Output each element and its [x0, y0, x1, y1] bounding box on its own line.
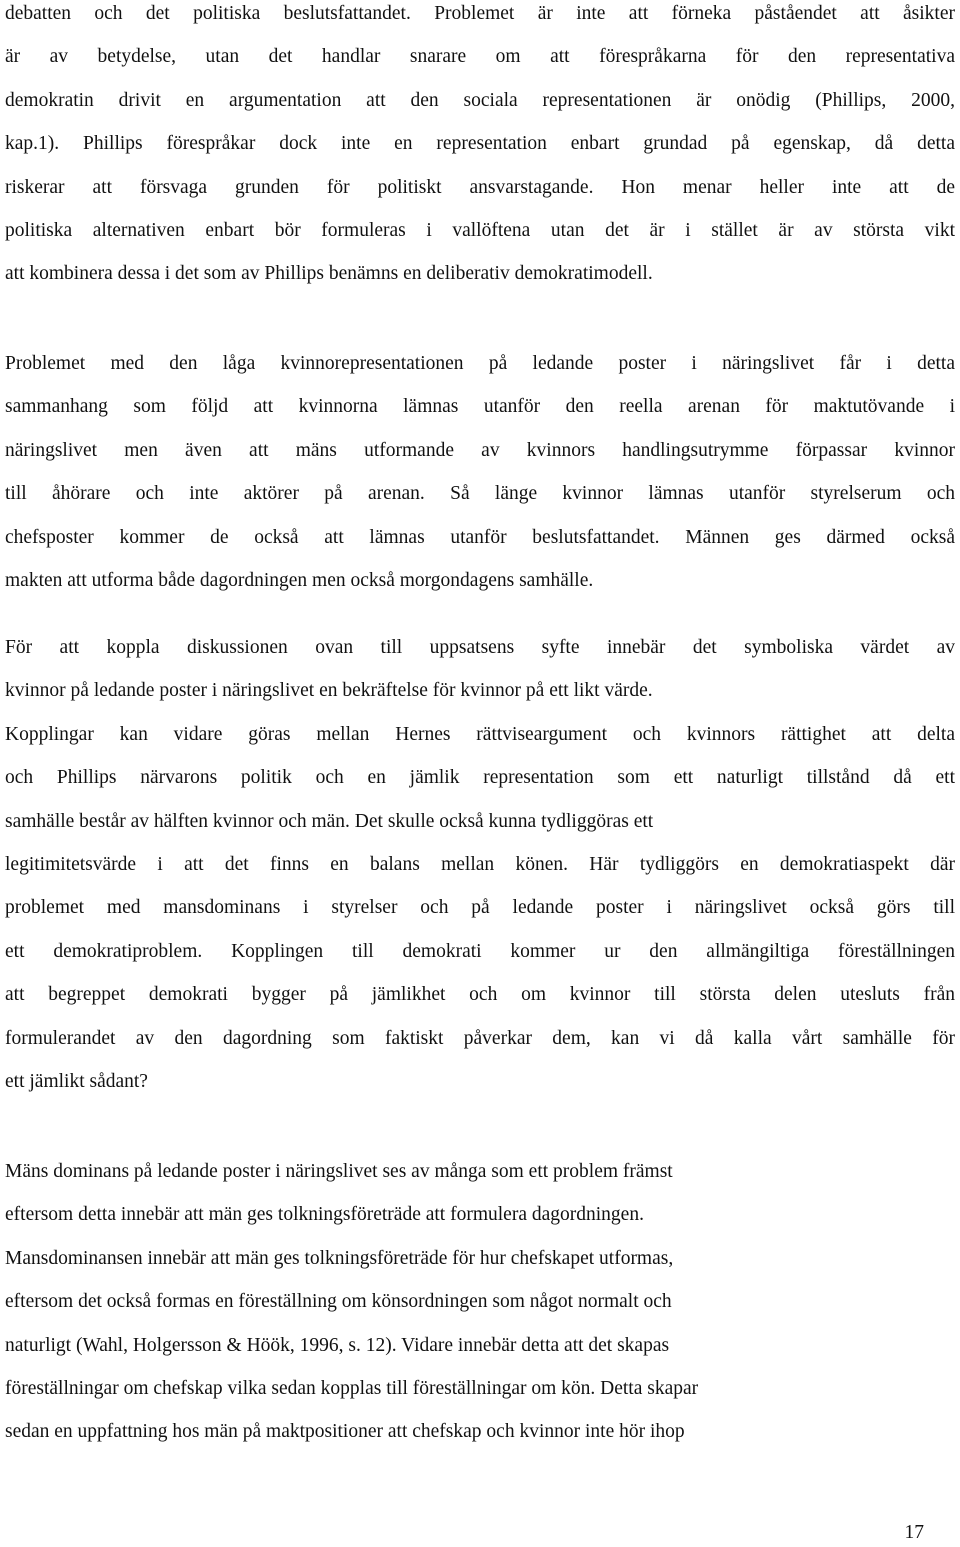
- text-line: makten att utforma både dagordningen men också morgondagens samhälle.: [5, 569, 594, 591]
- text-line: debatten och det politiska beslutsfattandet. Problemet är inte att förneka påståendet att åsikter: [5, 3, 955, 24]
- text-line: legitimitetsvärde i att det finns en balans mellan könen. Här tydliggörs en demokratiaspekt där: [5, 853, 955, 875]
- text-line: sedan en uppfattning hos män på maktpositioner att chefskap och kvinnor inte hör ihop: [5, 1421, 685, 1443]
- text-line: ett jämlikt sådant?: [5, 1070, 148, 1092]
- text-line: kvinnor på ledande poster i näringslivet en bekräftelse för kvinnor på ett likt värde.: [5, 680, 653, 702]
- page-number: 17: [904, 1522, 924, 1543]
- text-line: formulerandet av den dagordning som faktiskt påverkar dem, kan vi då kalla vårt samhälle för: [5, 1027, 955, 1049]
- text-line: föreställningar om chefskap vilka sedan kopplas till föreställningar om kön. Detta skapar: [5, 1377, 699, 1399]
- text-line: För att koppla diskussionen ovan till uppsatsens syfte innebär det symboliska värdet av: [5, 637, 955, 658]
- text-line: demokratin drivit en argumentation att den sociala representationen är onödig (Phillips, 2000,: [5, 89, 955, 111]
- text-line: problemet med mansdominans i styrelser och på ledande poster i näringslivet också görs till: [5, 897, 955, 919]
- text-line: Mäns dominans på ledande poster i näringslivet ses av många som ett problem främst: [5, 1161, 673, 1182]
- text-line: Mansdominansen innebär att män ges tolkningsföreträde för hur chefskapet utformas,: [5, 1247, 674, 1269]
- paragraph-representation-debate: [5, 0, 955, 296]
- text-line: samhälle består av hälften kvinnor och män. Det skulle också kunna tydliggöras ett: [5, 810, 654, 832]
- text-line: politiska alternativen enbart bör formuleras i vallöftena utan det är i stället är av största vikt: [5, 219, 955, 241]
- paragraph-symbolic-value: [5, 626, 955, 1103]
- paragraph-women-representation: [5, 342, 955, 602]
- text-line: eftersom det också formas en föreställning om könsordningen som något normalt och: [5, 1291, 672, 1313]
- text-line: Problemet med den låga kvinnorepresentationen på ledande poster i näringslivet får i detta: [5, 353, 955, 374]
- text-line: att kombinera dessa i det som av Phillips benämns en deliberativ demokratimodell.: [5, 263, 653, 285]
- text-line: sammanhang som följd att kvinnorna lämnas utanför den reella arenan för maktutövande i: [5, 396, 955, 418]
- paragraph-male-dominance: [5, 1150, 955, 1454]
- text-line: att begreppet demokrati bygger på jämlikhet och om kvinnor till största delen utesluts från: [5, 984, 955, 1006]
- text-line: näringslivet men även att mäns utformande av kvinnors handlingsutrymme förpassar kvinnor: [5, 439, 955, 461]
- text-line: ett demokratiproblem. Kopplingen till demokrati kommer ur den allmängiltiga föreställningen: [5, 940, 955, 962]
- text-line: riskerar att försvaga grunden för politiskt ansvarstagande. Hon menar heller inte att de: [5, 176, 955, 198]
- text-line: är av betydelse, utan det handlar snarare om att förespråkarna för den representativa: [5, 46, 955, 68]
- text-line: eftersom detta innebär att män ges tolkningsföreträde att formulera dagordningen.: [5, 1204, 644, 1226]
- text-line: chefsposter kommer de också att lämnas utanför beslutsfattandet. Männen ges därmed också: [5, 526, 955, 548]
- text-line: kap.1). Phillips förespråkar dock inte en representation enbart grundad på egenskap, då detta: [5, 133, 955, 155]
- text-line: naturligt (Wahl, Holgersson & Höök, 1996, s. 12). Vidare innebär detta att det skapas: [5, 1334, 670, 1356]
- text-line: till åhörare och inte aktörer på arenan. Så länge kvinnor lämnas utanför styrelserum och: [5, 483, 955, 505]
- text-line: Kopplingar kan vidare göras mellan Hernes rättviseargument och kvinnors rättighet att delta: [5, 723, 955, 745]
- text-line: och Phillips närvarons politik och en jämlik representation som ett naturligt tillstånd då ett: [5, 767, 955, 789]
